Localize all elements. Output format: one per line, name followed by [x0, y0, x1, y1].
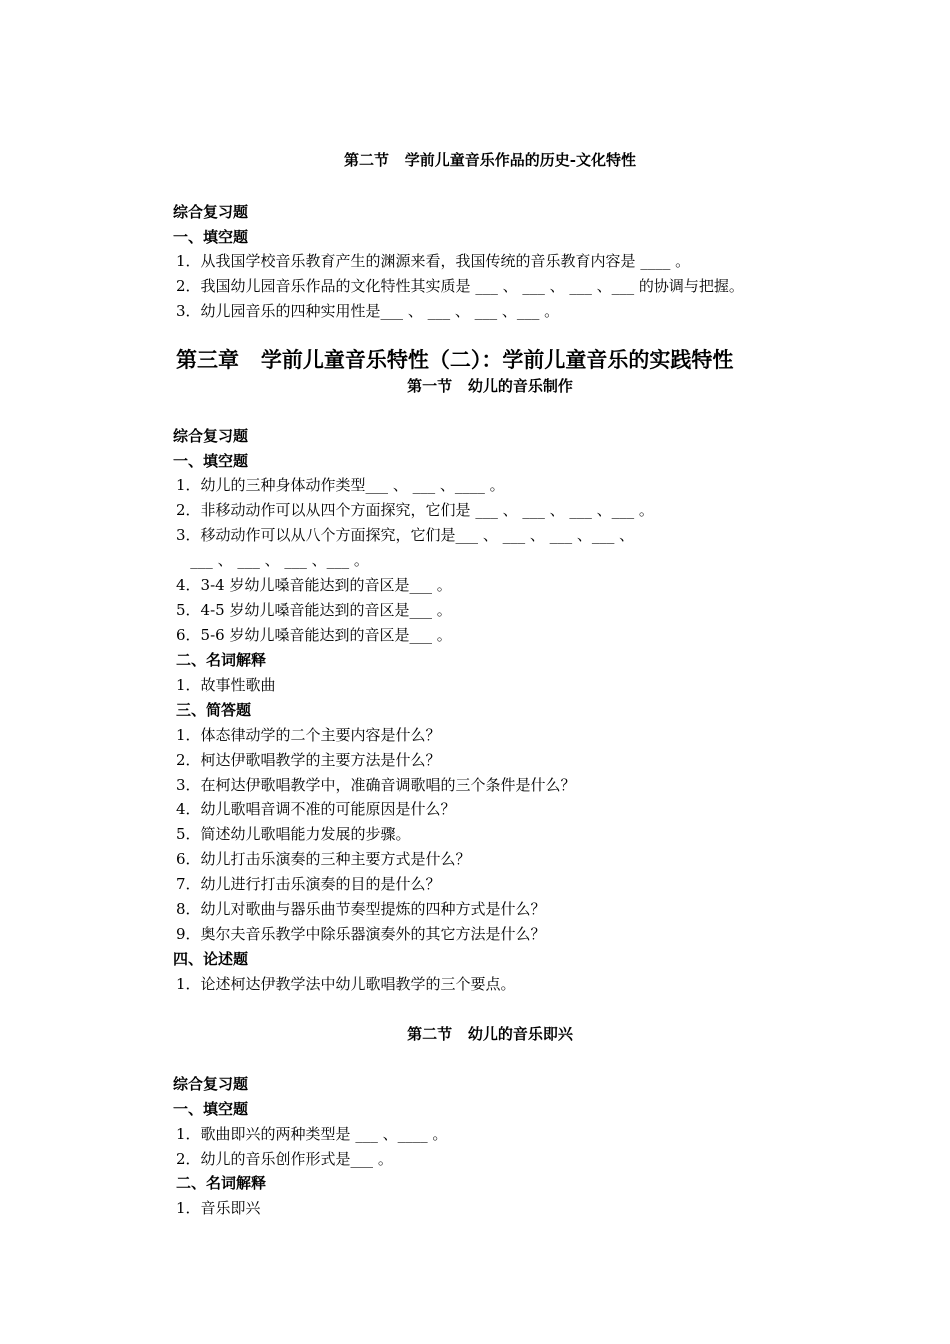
question-item: 6．幼儿打击乐演奏的三种主要方式是什么？ — [176, 850, 471, 868]
question-item: 4．3-4 岁幼儿嗓音能达到的音区是___ 。 — [176, 576, 452, 594]
question-item-continuation: ___ 、 ___ 、 ___ 、___ 。 — [176, 551, 369, 569]
review-heading: 综合复习题 — [173, 203, 249, 221]
question-item: 5．简述幼儿歌唱能力发展的步骤。 — [176, 825, 411, 843]
review-heading: 综合复习题 — [173, 1075, 249, 1093]
section-title: 第一节 幼儿的音乐制作 — [407, 377, 573, 395]
question-item: 1．论述柯达伊教学法中幼儿歌唱教学的三个要点。 — [176, 975, 516, 993]
short-answer-heading: 三、简答题 — [176, 701, 252, 719]
terms-heading: 二、名词解释 — [176, 651, 267, 669]
question-item: 4．幼儿歌唱音调不准的可能原因是什么？ — [176, 800, 456, 818]
question-item: 1．体态律动学的二个主要内容是什么？ — [176, 726, 441, 744]
question-item: 2．我国幼儿园音乐作品的文化特性其实质是 ___ 、 ___ 、 ___ 、___ 的协调与把握。 — [176, 277, 744, 295]
question-item: 8．幼儿对歌曲与器乐曲节奏型提炼的四种方式是什么？ — [176, 900, 546, 918]
fill-blank-heading: 一、填空题 — [173, 452, 249, 470]
question-item: 1．音乐即兴 — [176, 1199, 261, 1217]
essay-heading: 四、论述题 — [173, 950, 249, 968]
question-item: 9．奥尔夫音乐教学中除乐器演奏外的其它方法是什么？ — [176, 925, 546, 943]
fill-blank-heading: 一、填空题 — [173, 228, 249, 246]
chapter-title: 第三章 学前儿童音乐特性（二）：学前儿童音乐的实践特性 — [176, 347, 734, 372]
question-item: 3．幼儿园音乐的四种实用性是___ 、 ___ 、 ___ 、___ 。 — [176, 302, 560, 320]
question-item: 7．幼儿进行打击乐演奏的目的是什么？ — [176, 875, 441, 893]
question-item: 3．在柯达伊歌唱教学中，准确音调歌唱的三个条件是什么？ — [176, 776, 576, 794]
terms-heading: 二、名词解释 — [176, 1174, 267, 1192]
section-title: 第二节 幼儿的音乐即兴 — [407, 1025, 573, 1043]
question-item: 1．从我国学校音乐教育产生的渊源来看，我国传统的音乐教育内容是 ____ 。 — [176, 252, 691, 270]
fill-blank-heading: 一、填空题 — [173, 1100, 249, 1118]
question-item: 2．幼儿的音乐创作形式是___ 。 — [176, 1150, 393, 1168]
review-heading: 综合复习题 — [173, 427, 249, 445]
question-item: 2．柯达伊歌唱教学的主要方法是什么？ — [176, 751, 441, 769]
section-title: 第二节 学前儿童音乐作品的历史-文化特性 — [344, 151, 636, 169]
question-item: 5．4-5 岁幼儿嗓音能达到的音区是___ 。 — [176, 601, 452, 619]
question-item: 1．故事性歌曲 — [176, 676, 276, 694]
question-item: 1．幼儿的三种身体动作类型___ 、 ___ 、____ 。 — [176, 476, 505, 494]
question-item: 6．5-6 岁幼儿嗓音能达到的音区是___ 。 — [176, 626, 452, 644]
question-item: 1．歌曲即兴的两种类型是 ___ 、____ 。 — [176, 1125, 448, 1143]
question-item: 2．非移动动作可以从四个方面探究，它们是 ___ 、 ___ 、 ___ 、___ 。 — [176, 501, 654, 519]
question-item: 3．移动动作可以从八个方面探究，它们是___ 、 ___ 、 ___ 、___ 、 — [176, 526, 635, 544]
